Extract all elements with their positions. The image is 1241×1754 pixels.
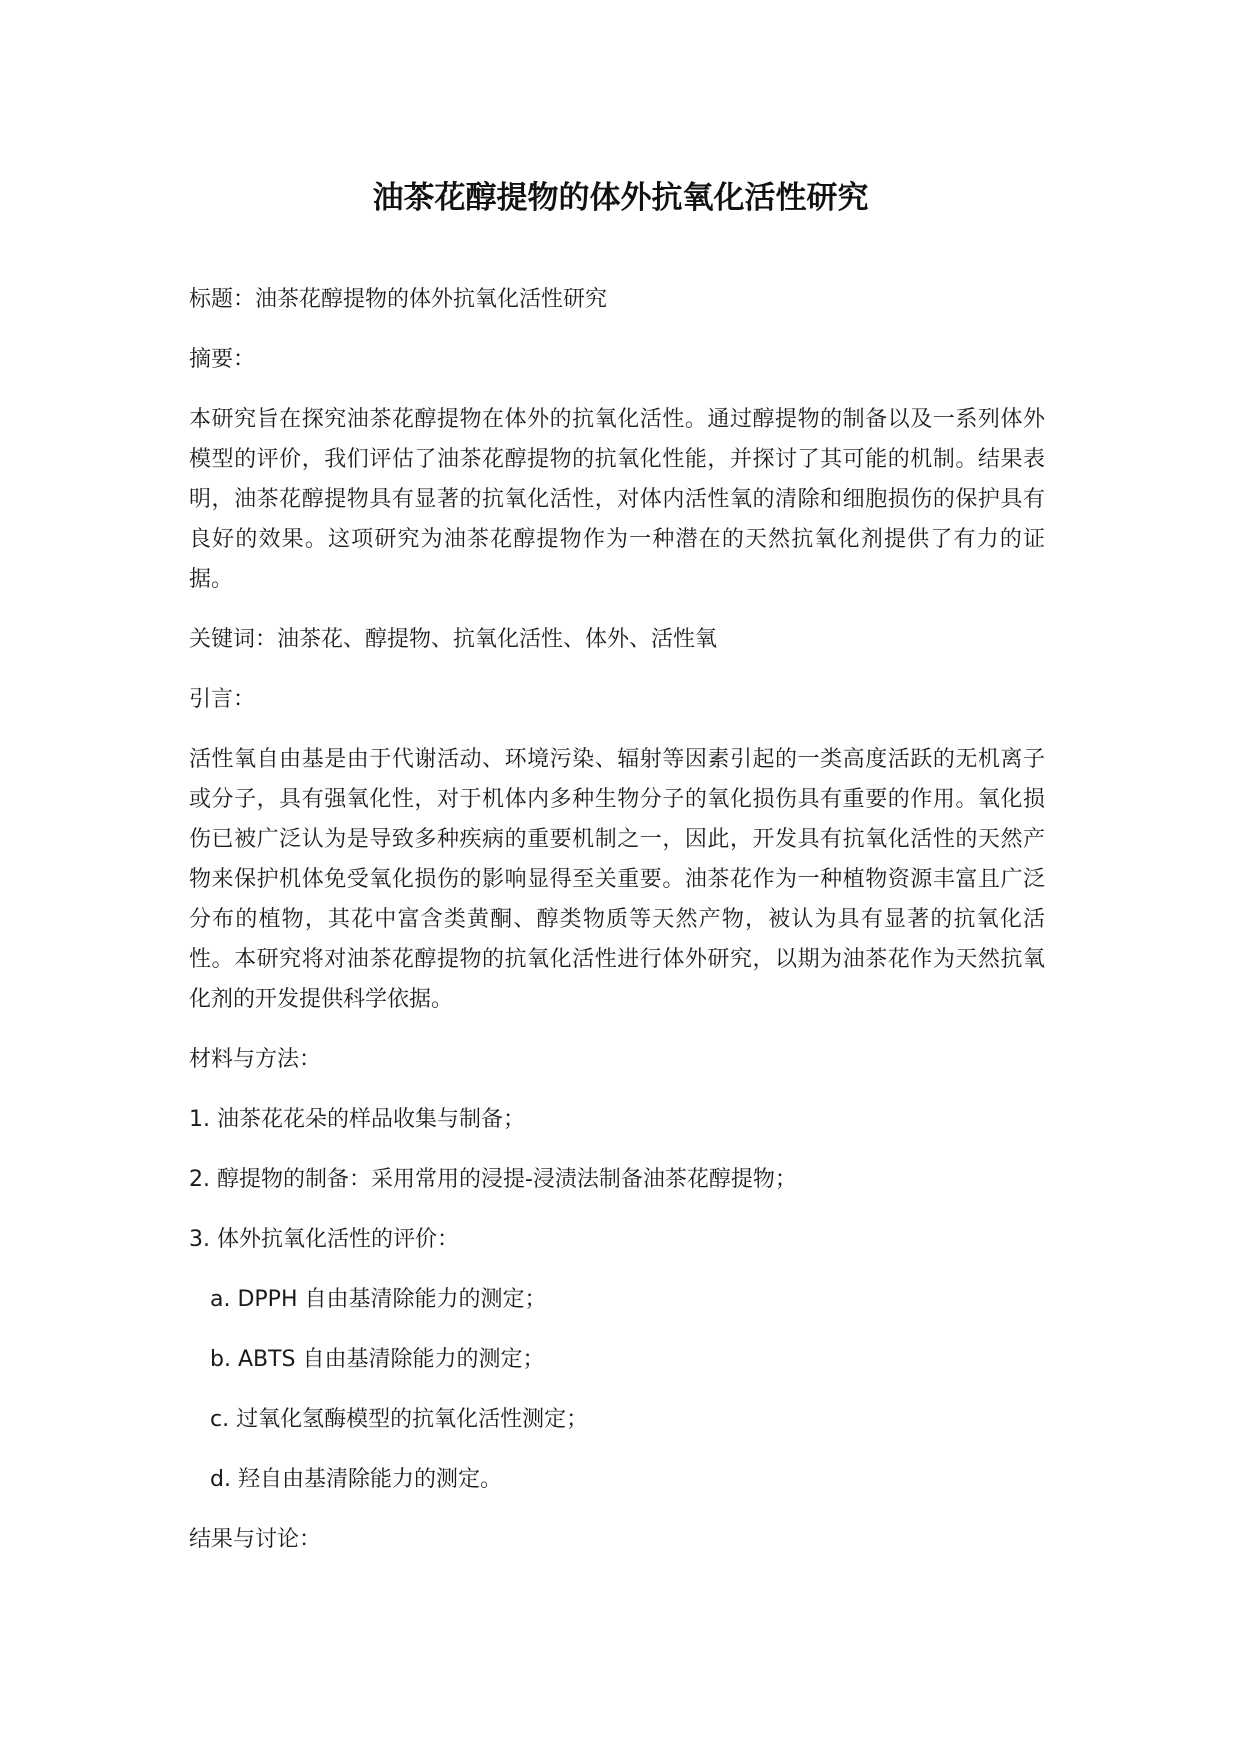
results-heading: 结果与讨论： bbox=[189, 1527, 322, 1552]
method-item-1: 1. 油茶花花朵的样品收集与制备； bbox=[189, 1107, 525, 1132]
title-line: 标题：油茶花醇提物的体外抗氧化活性研究 bbox=[189, 287, 608, 312]
method-subitem-d: d. 羟自由基清除能力的测定。 bbox=[210, 1467, 502, 1492]
method-item-2: 2. 醇提物的制备：采用常用的浸提-浸渍法制备油茶花醇提物； bbox=[189, 1167, 797, 1192]
document-body bbox=[189, 280, 1045, 1580]
document-title: 油茶花醇提物的体外抗氧化活性研究 bbox=[372, 180, 869, 216]
method-subitem-a: a. DPPH 自由基清除能力的测定； bbox=[210, 1287, 547, 1312]
method-item-3: 3. 体外抗氧化活性的评价： bbox=[189, 1227, 459, 1252]
method-subitem-b: b. ABTS 自由基清除能力的测定； bbox=[210, 1347, 545, 1372]
intro-paragraph: 活性氧自由基是由于代谢活动、环境污染、辐射等因素引起的一类高度活跃的无机离子或分子，具有强氧化性，对于机体内多种生物分子的氧化损伤具有重要的作用。氧化损伤已被广泛认为是导致多种疾病的重要机制之一，因此，开发具有抗氧化活性的天然产物来保护机体免受氧化损伤的影响显得至关重要。油茶花作为一种植物资源丰富且广泛分布的植物，其花中富含类黄酮、醇类物质等天然产物，被认为具有显著的抗氧化活性。本研究将对油茶花醇提物的抗氧化活性进行体外研究，以期为油茶花作为天然抗氧化剂的开发提供科学依据。 bbox=[189, 747, 1045, 1012]
abstract-heading: 摘要： bbox=[189, 347, 256, 372]
keywords-line: 关键词：油茶花、醇提物、抗氧化活性、体外、活性氧 bbox=[189, 627, 718, 652]
abstract-paragraph: 本研究旨在探究油茶花醇提物在体外的抗氧化活性。通过醇提物的制备以及一系列体外模型的评价，我们评估了油茶花醇提物的抗氧化性能，并探讨了其可能的机制。结果表明，油茶花醇提物具有显著的抗氧化活性，对体内活性氧的清除和细胞损伤的保护具有良好的效果。这项研究为油茶花醇提物作为一种潜在的天然抗氧化剂提供了有力的证据。 bbox=[189, 407, 1045, 592]
method-subitem-c: c. 过氧化氢酶模型的抗氧化活性测定； bbox=[210, 1407, 589, 1432]
methods-heading: 材料与方法： bbox=[189, 1047, 322, 1072]
intro-heading: 引言： bbox=[189, 687, 256, 712]
